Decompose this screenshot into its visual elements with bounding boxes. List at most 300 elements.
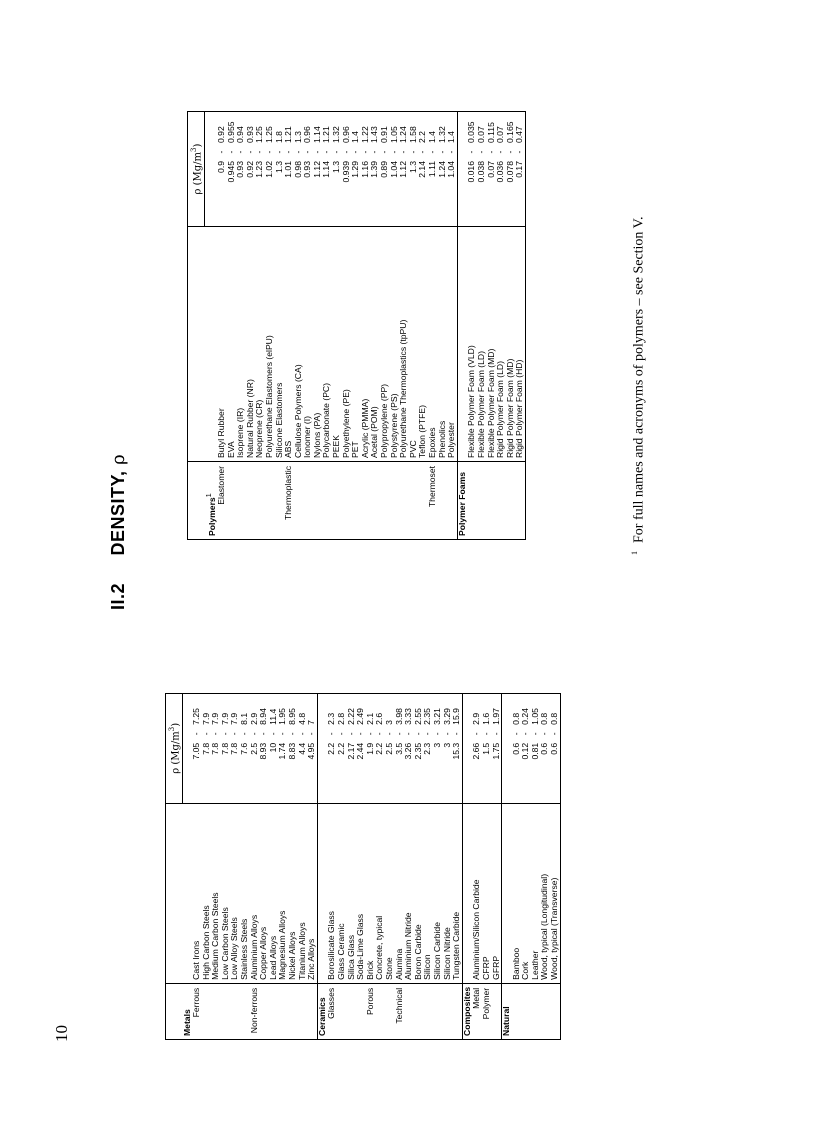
subgroup-label: [399, 462, 409, 540]
density-high: 2.49: [355, 708, 366, 725]
density-high: 0.8: [510, 712, 521, 725]
density-low: 2.2: [326, 742, 337, 755]
density-low: 1.01: [283, 161, 294, 178]
range-dash: -: [340, 150, 351, 154]
subgroup-label: [414, 983, 424, 1039]
subgroup-label: [521, 983, 531, 1039]
material-name: Flexible Polymer Foam (VLD): [467, 227, 477, 462]
density-high: 2.3: [326, 712, 337, 725]
material-name: Silicone Elastomers: [275, 227, 285, 462]
material-name: Zinc Alloys: [307, 803, 317, 983]
range-dash: -: [427, 150, 438, 154]
material-name: Wood, typical (Transverse): [550, 803, 560, 983]
material-name: Titanium Alloys: [298, 803, 308, 983]
density-range: [307, 693, 317, 803]
material-name: Glass Ceramic: [337, 803, 347, 983]
subgroup-label: [347, 983, 357, 1039]
material-name: Polystyrene (PS): [390, 227, 400, 462]
density-low: 1.12: [311, 161, 322, 178]
density-high: 2.8: [336, 712, 346, 725]
subgroup-label: [307, 983, 317, 1039]
subgroup-label: [443, 983, 453, 1039]
group-name: Polymer Foams: [456, 472, 467, 536]
density-high: 7.9: [229, 712, 240, 725]
density-low: 0.12: [520, 742, 531, 760]
subgroup-label: [337, 983, 347, 1039]
range-dash: -: [480, 732, 491, 736]
range-dash: -: [225, 150, 236, 154]
material-name: Silica Glass: [347, 803, 357, 983]
density-low: 7.8: [210, 742, 221, 755]
material-name: Stone: [385, 803, 395, 983]
density-low: 8.93: [258, 742, 269, 760]
range-dash: -: [235, 150, 246, 154]
range-dash: -: [321, 150, 332, 154]
material-name: Nylons (PA): [313, 227, 323, 462]
subgroup-label: [313, 462, 323, 540]
density-low: 1.14: [321, 161, 332, 178]
material-name: CFRP: [482, 803, 492, 983]
range-dash: -: [369, 150, 380, 154]
material-name: Silicon: [423, 803, 433, 983]
range-dash: -: [436, 150, 447, 154]
material-name: Polyurethane Elastomers (elPU): [265, 227, 275, 462]
range-dash: -: [326, 732, 337, 736]
density-high: 1.21: [321, 126, 332, 143]
density-high: 7.9: [219, 712, 230, 725]
material-name: Rigid Polymer Foam (MD): [506, 227, 516, 462]
table-row: [399, 112, 409, 540]
density-high: 0.92: [215, 126, 226, 143]
range-dash: -: [412, 732, 423, 736]
density-low: 0.9: [215, 161, 226, 173]
subgroup-label: [492, 983, 502, 1039]
range-dash: -: [475, 150, 486, 154]
density-high: 1.95: [277, 708, 288, 725]
group-name: Metals: [181, 1009, 192, 1036]
density-low: 0.93: [235, 161, 246, 178]
material-name: Wood, typical (Longitudinal): [540, 803, 550, 983]
material-name: Natural Rubber (NR): [246, 227, 256, 462]
subgroup-label: [506, 462, 516, 540]
density-high: 1.24: [398, 126, 409, 143]
material-name: Polyethylene (PE): [342, 227, 352, 462]
table-row: [265, 112, 275, 540]
density-low: 0.038: [475, 161, 486, 183]
range-dash: -: [273, 150, 284, 154]
range-dash: -: [490, 732, 501, 736]
subgroup-label: [423, 983, 433, 1039]
material-name: Epoxies: [428, 227, 438, 462]
right-table-wrapper: [187, 0, 526, 540]
range-dash: -: [383, 732, 394, 736]
subgroup-label: Non-ferrous: [250, 983, 260, 1039]
material-name: Acrylic (PMMA): [361, 227, 371, 462]
subgroup-label: Technical: [395, 983, 405, 1039]
range-dash: -: [549, 732, 560, 736]
density-high: 1.6: [480, 712, 491, 725]
group-name: Composites: [461, 986, 472, 1036]
density-high: 1.25: [254, 126, 265, 143]
density-range: [515, 112, 525, 227]
density-low: 0.07: [485, 161, 496, 178]
section-number: II.2: [108, 582, 128, 610]
density-high: 1.05: [388, 126, 399, 143]
material-name: High Carbon Steels: [202, 803, 212, 983]
subgroup-label: Elastomer: [217, 462, 227, 540]
range-dash: -: [336, 732, 346, 736]
density-high: 0.115: [485, 122, 496, 143]
density-low: 2.2: [374, 742, 385, 755]
subgroup-label: [303, 462, 313, 540]
subgroup-label: [380, 462, 390, 540]
density-low: 3: [431, 742, 442, 748]
range-dash: -: [267, 732, 278, 736]
subgroup-label: Thermoplastic: [284, 462, 294, 540]
subgroup-label: [550, 983, 560, 1039]
density-high: 8.94: [258, 708, 269, 725]
density-low: 2.44: [355, 742, 366, 760]
range-dash: -: [407, 150, 418, 154]
range-dash: -: [471, 732, 482, 736]
subgroup-label: Ferrous: [192, 983, 202, 1039]
material-name: EVA: [227, 227, 237, 462]
material-name: Rigid Polymer Foam (LD): [496, 227, 506, 462]
density-high: 2.9: [471, 712, 482, 725]
density-high: 1.22: [359, 126, 370, 143]
material-name: Low Alloy Steels: [230, 803, 240, 983]
subgroup-label: Polymer: [482, 983, 492, 1039]
material-name: Magnesium Alloys: [278, 803, 288, 983]
range-dash: -: [504, 150, 515, 154]
density-low: 2.14: [417, 161, 428, 178]
range-dash: -: [191, 732, 202, 736]
density-low: 0.6: [510, 742, 521, 755]
subgroup-label: [230, 983, 240, 1039]
density-high: 2.6: [374, 712, 385, 725]
table-row: [307, 693, 317, 1039]
density-high: 7.25: [191, 708, 202, 725]
density-low: 1.12: [398, 161, 409, 178]
range-dash: -: [510, 732, 521, 736]
density-low: 8.83: [287, 742, 298, 760]
material-name: Aluminium Nitride: [404, 803, 414, 983]
material-name: Polypropylene (PP): [380, 227, 390, 462]
subgroup-label: [477, 462, 487, 540]
section-title-text: DENSITY,: [108, 470, 128, 556]
subgroup-label: [322, 462, 332, 540]
subgroup-label: [236, 462, 246, 540]
range-dash: -: [451, 732, 462, 736]
title-block: [108, 10, 129, 610]
range-dash: -: [258, 732, 269, 736]
range-dash: -: [219, 732, 230, 736]
subgroup-label: [390, 462, 400, 540]
density-low: 0.93: [302, 161, 313, 178]
material-name: Polycarbonate (PC): [322, 227, 332, 462]
density-high: 7.9: [200, 712, 211, 725]
density-low: 7.6: [239, 742, 250, 755]
range-dash: -: [239, 732, 250, 736]
density-low: 1.04: [388, 161, 399, 178]
density-low: 2.35: [412, 742, 423, 760]
density-high: 3.29: [441, 708, 452, 725]
material-name: Brick: [366, 803, 376, 983]
range-dash: -: [520, 732, 531, 736]
footnote-text: For full names and acronyms of polymers – see Section V.: [631, 216, 647, 543]
subgroup-label: [332, 462, 342, 540]
material-name: Boron Carbide: [414, 803, 424, 983]
density-low: 2.3: [422, 742, 433, 755]
material-name: Ionomer (I): [303, 227, 313, 462]
density-table-right: [187, 111, 526, 540]
density-high: 2.22: [345, 708, 356, 725]
range-dash: -: [364, 732, 375, 736]
density-low: 0.17: [514, 161, 525, 178]
density-high: 0.93: [244, 126, 255, 143]
subgroup-label: [452, 983, 462, 1039]
density-low: 15.3: [451, 742, 462, 760]
density-high: 15.9: [451, 708, 462, 725]
subgroup-label: [375, 983, 385, 1039]
density-range: [452, 693, 462, 803]
range-dash: -: [355, 732, 366, 736]
material-name: Borosilicate Glass: [327, 803, 337, 983]
density-high: 1.4: [427, 131, 438, 143]
range-dash: -: [539, 732, 550, 736]
density-high: 1.32: [331, 126, 342, 143]
density-table-left: [165, 693, 561, 1040]
density-low: 1.04: [446, 161, 457, 178]
density-low: 1.29: [350, 161, 361, 178]
material-name: Cork: [521, 803, 531, 983]
range-dash: -: [529, 732, 540, 736]
material-name: Neoprene (CR): [255, 227, 265, 462]
range-dash: -: [306, 732, 317, 736]
density-low: 3.5: [393, 742, 404, 755]
density-low: 2.5: [248, 742, 259, 755]
subgroup-label: Porous: [366, 983, 376, 1039]
density-low: 1.02: [263, 161, 274, 178]
material-name: PVC: [409, 227, 419, 462]
density-high: 3.98: [393, 708, 404, 725]
material-name: GFRP: [492, 803, 502, 983]
range-dash: -: [466, 150, 477, 154]
density-high: 1.05: [529, 708, 540, 725]
density-high: 1.43: [369, 126, 380, 143]
material-name: Cast Irons: [192, 803, 202, 983]
density-low: 1.23: [254, 161, 265, 178]
material-name: Aluminium/Silicon Carbide: [472, 803, 482, 983]
subgroup-label: [255, 462, 265, 540]
density-high: 3: [383, 720, 394, 725]
density-high: 2.9: [248, 712, 259, 725]
density-high: 2.55: [412, 708, 423, 725]
range-dash: -: [244, 150, 255, 154]
range-dash: -: [345, 732, 356, 736]
range-dash: -: [277, 732, 288, 736]
material-name: Teflon (PTFE): [418, 227, 428, 462]
density-low: 7.05: [191, 742, 202, 760]
density-low: 2.5: [383, 742, 394, 755]
subgroup-label: [487, 462, 497, 540]
range-dash: -: [296, 732, 307, 736]
range-dash: -: [422, 732, 433, 736]
material-name: Nickel Alloys: [288, 803, 298, 983]
material-name: Leather: [531, 803, 541, 983]
density-high: 0.955: [225, 121, 236, 143]
material-name: Isoprene (IR): [236, 227, 246, 462]
density-high: 2.2: [417, 131, 428, 143]
density-high: 0.24: [520, 708, 531, 725]
material-name: Soda-Lime Glass: [356, 803, 366, 983]
density-low: 0.078: [504, 161, 515, 183]
subgroup-label: [288, 983, 298, 1039]
material-name: Flexible Polymer Foam (LD): [477, 227, 487, 462]
subgroup-label: [278, 983, 288, 1039]
range-dash: -: [200, 732, 211, 736]
subgroup-label: Thermoset: [428, 462, 438, 540]
density-high: 7: [306, 720, 317, 725]
range-dash: -: [254, 150, 265, 154]
table-row: [515, 112, 525, 540]
table-row: [322, 112, 332, 540]
density-high: 8.95: [287, 708, 298, 725]
range-dash: -: [229, 732, 240, 736]
density-low: 1.5: [480, 742, 491, 755]
range-dash: -: [263, 150, 274, 154]
range-dash: -: [292, 150, 303, 154]
material-name: Low Carbon Steels: [221, 803, 231, 983]
subgroup-label: [512, 983, 522, 1039]
subgroup-label: [433, 983, 443, 1039]
subgroup-label: Metal: [472, 983, 482, 1039]
density-low: 1.75: [490, 742, 501, 760]
range-dash: -: [283, 150, 294, 154]
density-low: 7.8: [200, 742, 211, 755]
density-low: 1.3: [273, 161, 284, 173]
density-low: 0.6: [539, 742, 550, 755]
subgroup-label: [246, 462, 256, 540]
density-column-header: ρ $(Mg/m^3)$: [166, 693, 183, 803]
range-dash: -: [302, 150, 313, 154]
subgroup-label: [221, 983, 231, 1039]
density-low: 1.39: [369, 161, 380, 178]
density-low: 10: [267, 742, 278, 753]
density-high: 1.3: [292, 131, 303, 143]
subgroup-label: [211, 983, 221, 1039]
density-high: 2.1: [364, 712, 375, 725]
material-name: ABS: [284, 227, 294, 462]
density-high: 0.47: [514, 126, 525, 143]
density-high: 2.35: [422, 708, 433, 725]
density-column-header: ρ $(Mg/m^3)$: [188, 112, 205, 227]
range-dash: -: [495, 150, 506, 154]
density-low: 1.24: [436, 161, 447, 178]
density-low: 0.939: [340, 161, 351, 183]
density-high: 0.91: [379, 126, 390, 143]
subgroup-label: Glasses: [327, 983, 337, 1039]
density-high: 1.58: [407, 126, 418, 143]
density-high: 8.1: [239, 712, 250, 725]
density-high: 0.8: [549, 712, 560, 725]
material-name: Tungsten Carbide: [452, 803, 462, 983]
density-high: 7.9: [210, 712, 221, 725]
density-low: 1.3: [407, 161, 418, 173]
density-low: 3: [441, 742, 452, 748]
table-row: [492, 693, 502, 1039]
density-high: 0.165: [504, 121, 515, 143]
range-dash: -: [431, 732, 442, 736]
subgroup-label: [265, 462, 275, 540]
section-title: [108, 10, 129, 610]
density-low: 4.95: [306, 742, 317, 760]
page-number: 10: [52, 1025, 71, 1042]
density-low: 0.6: [549, 742, 560, 755]
density-high: 1.21: [283, 126, 294, 143]
density-low: 1.11: [427, 161, 438, 178]
material-name: Acetal (POM): [370, 227, 380, 462]
density-high: 3.33: [403, 708, 414, 725]
density-low: 0.036: [495, 161, 506, 183]
density-high: 3.21: [431, 708, 442, 725]
material-name: Polyurethane Thermoplastics (tpPU): [399, 227, 409, 462]
density-low: 3.26: [403, 742, 414, 760]
material-name: Polyester: [447, 227, 457, 462]
density-high: 1.4: [350, 131, 361, 143]
group-name: Ceramics: [316, 997, 327, 1036]
density-high: 1.97: [490, 708, 501, 725]
material-name: Flexible Polymer Foam (MD): [487, 227, 497, 462]
range-dash: -: [287, 732, 298, 736]
material-name: Medium Carbon Steels: [211, 803, 221, 983]
density-high: 0.035: [466, 121, 477, 143]
range-dash: -: [331, 150, 342, 154]
range-dash: -: [359, 150, 370, 154]
subgroup-label: [351, 462, 361, 540]
material-name: Silicon Carbide: [433, 803, 443, 983]
table-row: [550, 693, 560, 1039]
range-dash: -: [514, 150, 525, 154]
subgroup-label: [467, 462, 477, 540]
density-low: 0.016: [466, 161, 477, 183]
footnote-marker: 1: [630, 551, 639, 555]
material-name: Lead Alloys: [269, 803, 279, 983]
density-range: [447, 112, 457, 227]
density-low: 0.98: [292, 161, 303, 178]
density-low: 1.3: [331, 161, 342, 173]
material-name: Rigid Polymer Foam (HD): [515, 227, 525, 462]
table-row: [447, 112, 457, 540]
material-name: Phenolics: [438, 227, 448, 462]
material-name: Stainless Steels: [240, 803, 250, 983]
density-high: 1.32: [436, 126, 447, 143]
material-name: PET: [351, 227, 361, 462]
range-dash: -: [379, 150, 390, 154]
density-high: 0.07: [495, 126, 506, 143]
density-low: 1.9: [364, 742, 375, 755]
range-dash: -: [388, 150, 399, 154]
subgroup-label: [531, 983, 541, 1039]
range-dash: -: [485, 150, 496, 154]
range-dash: -: [398, 150, 409, 154]
footnote: [630, 35, 648, 555]
material-name: Concrete, typical: [375, 803, 385, 983]
material-name: Butyl Rubber: [217, 227, 227, 462]
range-dash: -: [311, 150, 322, 154]
density-low: 0.945: [225, 161, 236, 183]
range-dash: -: [215, 150, 226, 154]
